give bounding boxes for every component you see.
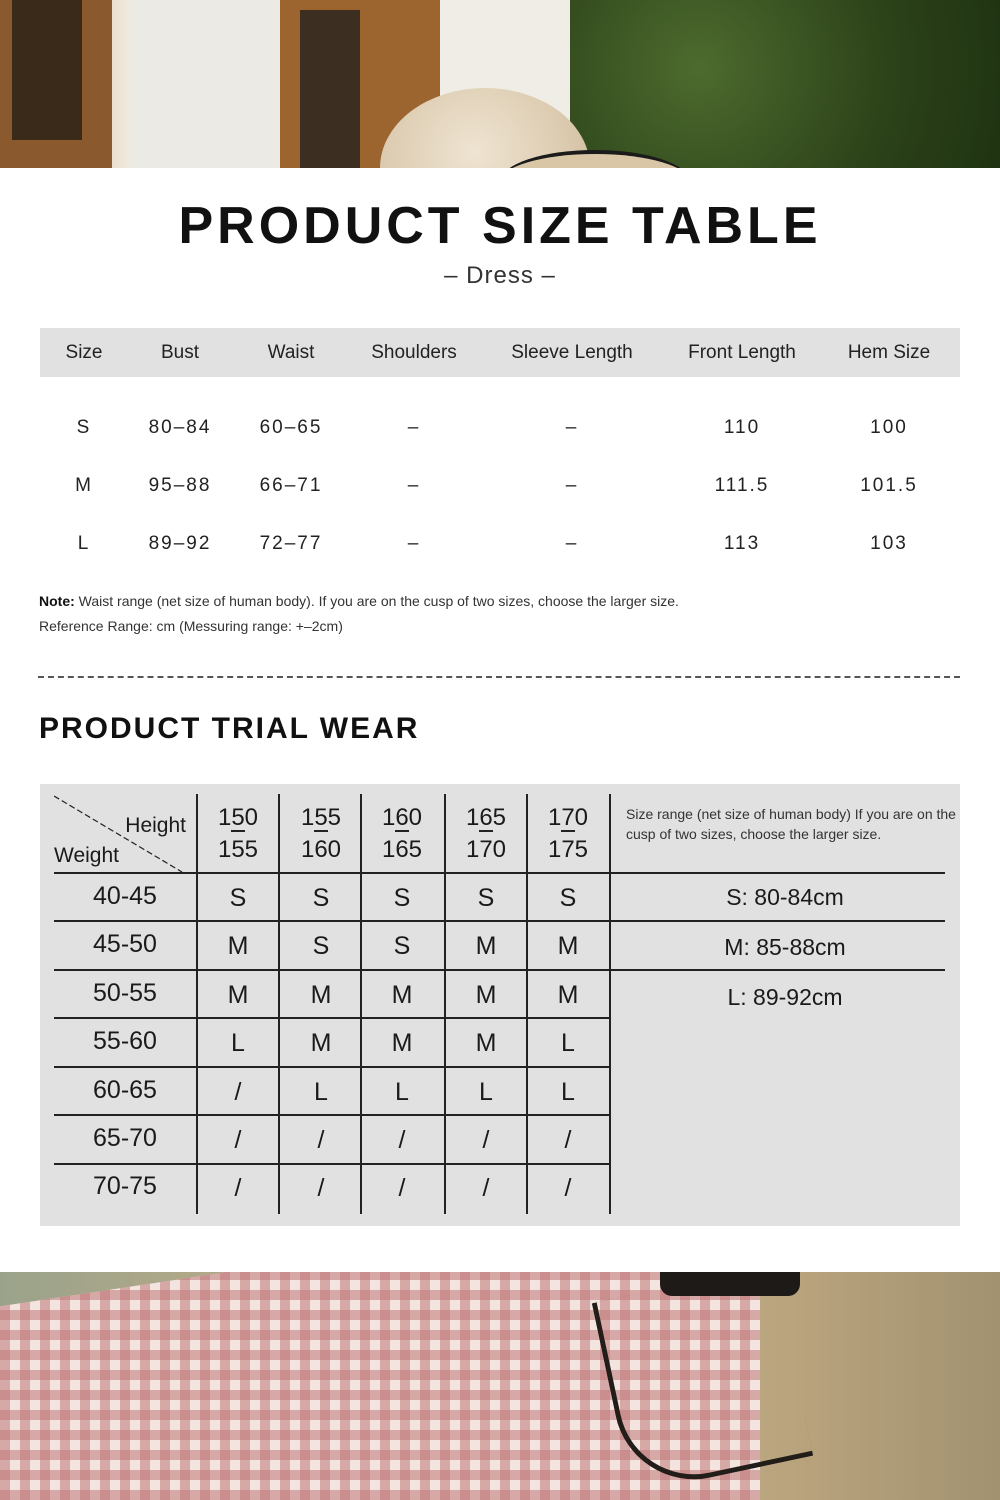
- size-range-note: Size range (net size of human body) If you are on the cusp of two sizes, choose the larger size.: [626, 806, 956, 843]
- table-cell: –: [565, 475, 579, 496]
- size-cell: /: [482, 1174, 490, 1202]
- weight-label: 70-75: [93, 1172, 157, 1200]
- header-size: Size: [65, 341, 103, 363]
- size-cell: L: [561, 1029, 575, 1057]
- table-cell: 66–71: [259, 475, 323, 496]
- reference-range-note: Reference Range: cm (Messuring range: +–2cm): [39, 618, 343, 634]
- height-axis-label: Height: [125, 814, 186, 837]
- size-cell: /: [234, 1126, 242, 1154]
- table-row: [40, 408, 960, 448]
- table-cell: –: [407, 533, 421, 554]
- size-cell: /: [234, 1078, 242, 1106]
- size-cell: L: [561, 1078, 575, 1106]
- height-header: 155 160: [300, 804, 342, 863]
- table-cell: 80–84: [148, 417, 212, 438]
- height-header: 160 165: [381, 804, 423, 863]
- header-hem-size: Hem Size: [847, 341, 931, 363]
- header-shoulders: Shoulders: [371, 341, 457, 363]
- table-cell: L: [77, 533, 91, 554]
- table-row: [40, 466, 960, 506]
- table-cell: 60–65: [259, 417, 323, 438]
- weight-label: 45-50: [93, 930, 157, 958]
- size-range-m: M: 85-88cm: [724, 934, 846, 960]
- table-cell: –: [565, 533, 579, 554]
- header-bust: Bust: [160, 341, 200, 363]
- table-cell: 72–77: [259, 533, 323, 554]
- table-cell: –: [407, 475, 421, 496]
- weight-label: 65-70: [93, 1124, 157, 1152]
- size-cell: /: [398, 1126, 406, 1154]
- size-cell: M: [310, 981, 332, 1009]
- size-cell: /: [564, 1126, 572, 1154]
- weight-axis-label: Weight: [54, 844, 119, 867]
- size-cell: S: [393, 884, 411, 912]
- page-subtitle: – Dress –: [444, 262, 556, 289]
- size-cell: L: [231, 1029, 245, 1057]
- header-waist: Waist: [267, 341, 315, 363]
- table-cell: M: [75, 475, 93, 496]
- weight-label: 50-55: [93, 979, 157, 1007]
- trial-wear-title: PRODUCT TRIAL WEAR: [39, 712, 420, 745]
- height-header: 150 155: [217, 804, 259, 863]
- table-cell: 113: [723, 533, 761, 554]
- size-note: [39, 593, 679, 609]
- table-cell: 101.5: [860, 475, 918, 496]
- size-cell: M: [227, 981, 249, 1009]
- table-cell: 100: [870, 417, 908, 438]
- size-cell: M: [391, 1029, 413, 1057]
- top-photo: [0, 0, 1000, 168]
- header-front-length: Front Length: [688, 341, 796, 363]
- height-header: 165 170: [465, 804, 507, 863]
- size-cell: L: [479, 1078, 493, 1106]
- table-cell: 103: [870, 533, 908, 554]
- table-cell: S: [76, 417, 92, 438]
- size-cell: M: [475, 1029, 497, 1057]
- size-table-header: [40, 328, 960, 377]
- size-cell: L: [314, 1078, 328, 1106]
- corner-header: [54, 794, 196, 872]
- table-cell: 95–88: [148, 475, 212, 496]
- size-cell: /: [317, 1126, 325, 1154]
- weight-label: 60-65: [93, 1076, 157, 1104]
- bag-image: [660, 1272, 800, 1296]
- size-cell: S: [393, 932, 411, 960]
- height-header: 170 175: [547, 804, 589, 863]
- size-cell: /: [482, 1126, 490, 1154]
- size-cell: M: [475, 932, 497, 960]
- size-range-s: S: 80-84cm: [726, 884, 844, 910]
- size-cell: S: [312, 884, 330, 912]
- note-label: Note:: [39, 593, 75, 609]
- size-cell: M: [557, 981, 579, 1009]
- size-cell: M: [391, 981, 413, 1009]
- table-row: [40, 524, 960, 564]
- size-range-l: L: 89-92cm: [727, 984, 843, 1010]
- size-cell: /: [564, 1174, 572, 1202]
- size-cell: M: [557, 932, 579, 960]
- table-cell: 111.5: [714, 475, 770, 496]
- page-title: PRODUCT SIZE TABLE: [178, 197, 822, 255]
- bottom-photo: [0, 1272, 1000, 1500]
- section-divider: [38, 676, 960, 678]
- size-cell: L: [395, 1078, 409, 1106]
- table-cell: –: [565, 417, 579, 438]
- size-cell: M: [475, 981, 497, 1009]
- size-cell: /: [234, 1174, 242, 1202]
- table-cell: 110: [723, 417, 761, 438]
- size-cell: S: [477, 884, 495, 912]
- trial-wear-table: [40, 784, 960, 1226]
- size-cell: M: [310, 1029, 332, 1057]
- size-cell: S: [229, 884, 247, 912]
- note-text: Waist range (net size of human body). If you are on the cusp of two sizes, choose the larger size.: [74, 593, 679, 609]
- size-cell: S: [312, 932, 330, 960]
- header-sleeve-length: Sleeve Length: [511, 341, 633, 363]
- table-cell: 89–92: [148, 533, 212, 554]
- size-cell: S: [559, 884, 577, 912]
- size-cell: /: [398, 1174, 406, 1202]
- table-cell: –: [407, 417, 421, 438]
- size-cell: /: [317, 1174, 325, 1202]
- weight-label: 55-60: [93, 1027, 157, 1055]
- size-cell: M: [227, 932, 249, 960]
- weight-label: 40-45: [93, 882, 157, 910]
